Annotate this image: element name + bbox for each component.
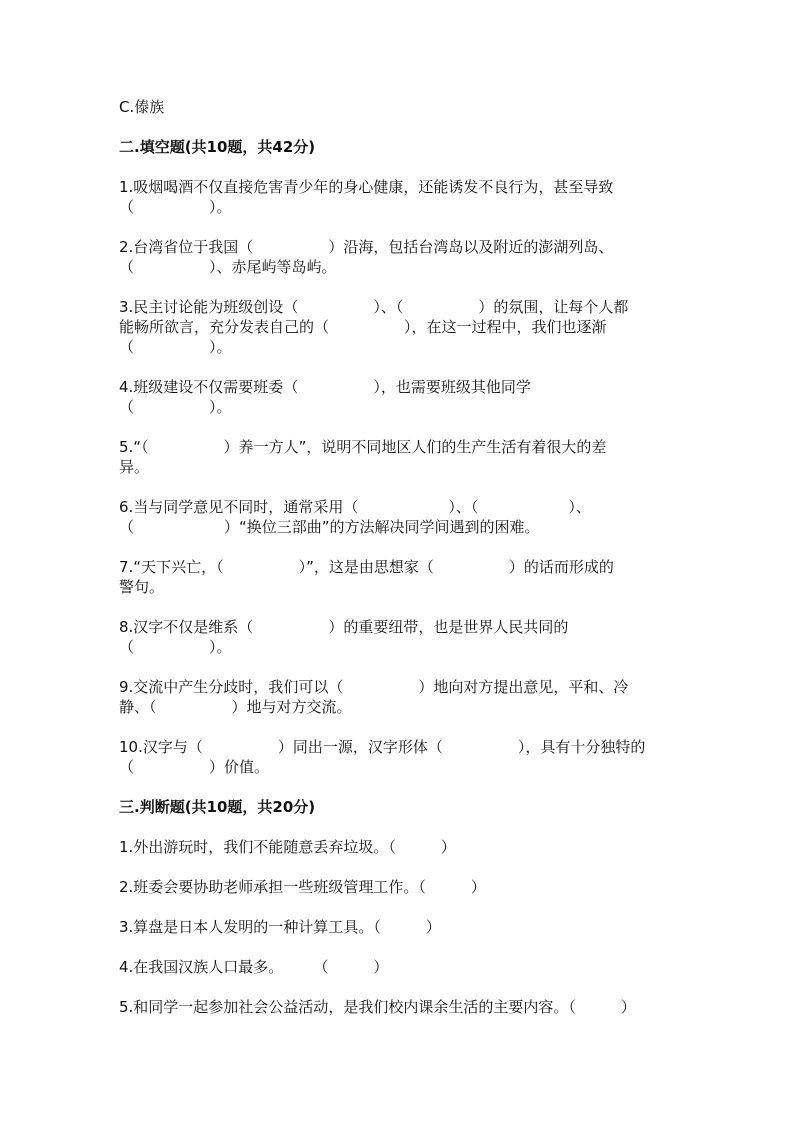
question-fill-7-line-1: 7.“天下兴亡，（ ）”，这是由思想家（ ）的话而形成的 (119, 558, 614, 576)
question-fill-1-line-1: 1.吸烟喝酒不仅直接危害青少年的身心健康，还能诱发不良行为，甚至导致 (119, 178, 614, 196)
question-fill-8-line-1: 8.汉字不仅是维系（ ）的重要纽带，也是世界人民共同的 (119, 618, 569, 636)
question-fill-6-line-1: 6.当与同学意见不同时，通常采用（ ）、（ ）、 (119, 498, 591, 516)
question-fill-1-line-2: （ ）。 (119, 198, 232, 216)
question-fill-3-line-3: （ ）。 (119, 338, 232, 356)
question-fill-3-line-1: 3.民主讨论能为班级创设（ ）、（ ）的氛围，让每个人都 (119, 298, 629, 316)
question-fill-10-line-1: 10.汉字与（ ）同出一源，汉字形体（ ），具有十分独特的 (119, 738, 646, 756)
question-tf-2: 2.班委会要协助老师承担一些班级管理工作。（ ） (119, 878, 486, 896)
question-fill-5-line-1: 5.“（ ）养一方人”，说明不同地区人们的生产生活有着很大的差 (119, 438, 607, 456)
question-fill-9-line-1: 9.交流中产生分歧时，我们可以（ ）地向对方提出意见，平和、冷 (119, 678, 629, 696)
previous-answer-option: C.傣族 (119, 98, 165, 116)
question-tf-5: 5.和同学一起参加社会公益活动，是我们校内课余生活的主要内容。（ ） (119, 998, 636, 1016)
question-fill-3-line-2: 能畅所欲言，充分发表自己的（ ），在这一过程中，我们也逐渐 (119, 318, 607, 336)
question-tf-1: 1.外出游玩时，我们不能随意丢弃垃圾。（ ） (119, 838, 456, 856)
question-fill-9-line-2: 静、（ ）地与对方交流。 (119, 698, 352, 716)
question-fill-4-line-1: 4.班级建设不仅需要班委（ ），也需要班级其他同学 (119, 378, 531, 396)
question-fill-10-line-2: （ ）价值。 (119, 758, 270, 776)
question-tf-3: 3.算盘是日本人发明的一种计算工具。（ ） (119, 918, 441, 936)
section-title-true-false: 三.判断题(共10题，共20分) (119, 798, 316, 816)
question-tf-4: 4.在我国汉族人口最多。 （ ） (119, 958, 389, 976)
question-fill-2-line-1: 2.台湾省位于我国（ ）沿海，包括台湾岛以及附近的澎湖列岛、 (119, 238, 614, 256)
question-fill-8-line-2: （ ）。 (119, 638, 232, 656)
question-fill-5-line-2: 异。 (119, 458, 150, 476)
question-fill-7-line-2: 警句。 (119, 578, 165, 596)
section-title-fill-in-blank: 二.填空题(共10题，共42分) (119, 138, 316, 156)
question-fill-6-line-2: （ ）“换位三部曲”的方法解决同学间遇到的困难。 (119, 518, 540, 536)
question-fill-2-line-2: （ ）、赤尾屿等岛屿。 (119, 258, 337, 276)
question-fill-4-line-2: （ ）。 (119, 398, 232, 416)
